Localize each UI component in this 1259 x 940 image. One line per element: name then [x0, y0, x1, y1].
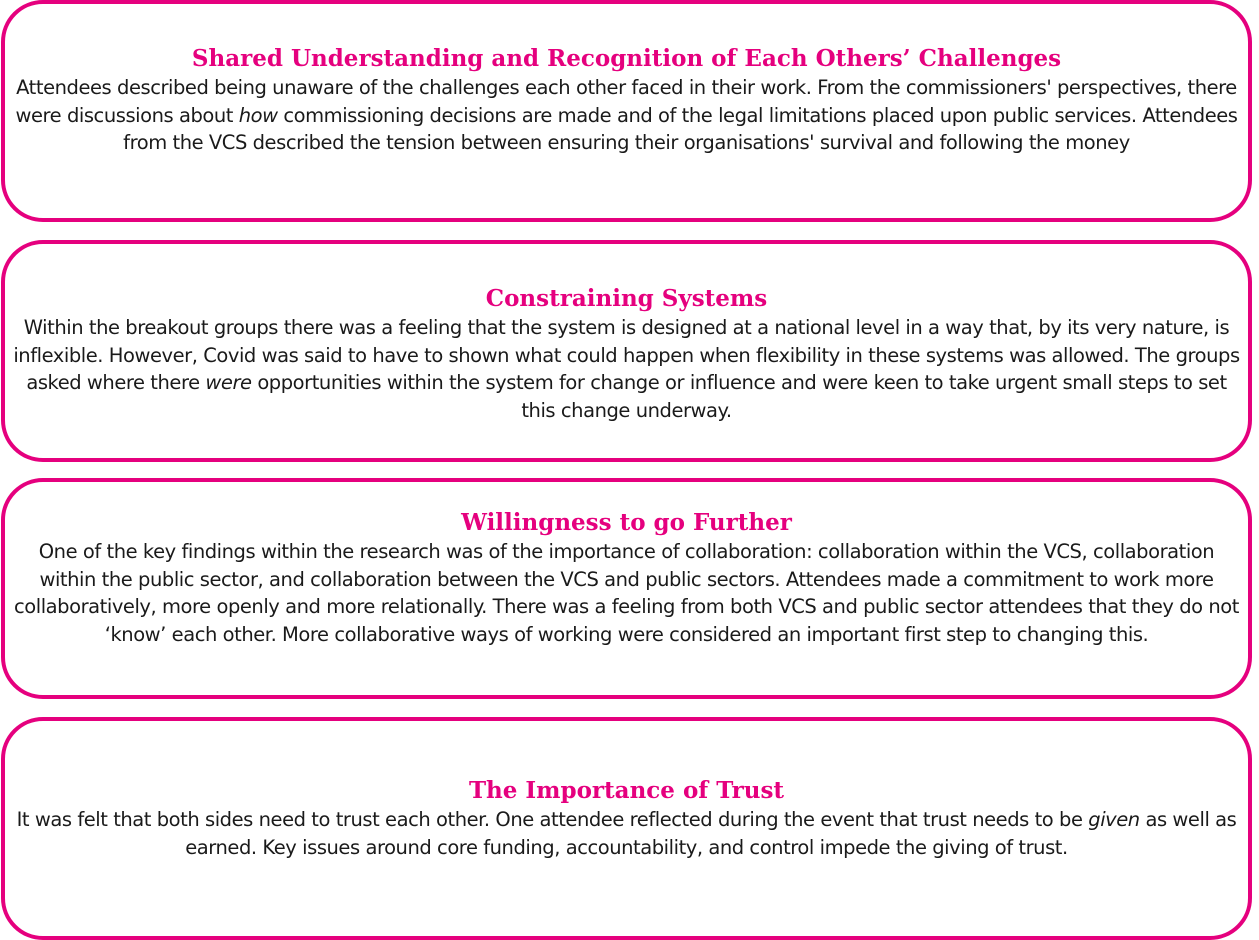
section-body	[13, 538, 1240, 648]
section-card-willingness	[1, 478, 1252, 699]
section-card-shared-understanding	[1, 0, 1252, 222]
section-body	[13, 806, 1240, 861]
section-body-text: Within the breakout groups there was a feeling that the system is designed at a national level in a way that, by its very nature, is inflexible. However, Covid was said to have to shown what could happen when flexibility in these systems was allowed. The groups asked where there	[13, 316, 1240, 394]
section-title: Shared Understanding and Recognition of Each Others’ Challenges	[191, 45, 1062, 72]
section-body-emphasis: how	[238, 103, 278, 127]
section-body-text: Attendees described being unaware of the challenges each other faced in their work. From the commissioners' perspectives, there were discussions about	[15, 76, 1237, 127]
section-body-text: commissioning decisions are made and of the legal limitations placed upon public services. Attendees from the VCS described the tension between ensuring their organisations' survival and following the money	[123, 103, 1238, 154]
section-body-emphasis: given	[1088, 808, 1140, 831]
section-body	[13, 314, 1240, 424]
section-title: Willingness to go Further	[461, 509, 792, 536]
section-body-emphasis: were	[205, 371, 252, 394]
section-body-text: One of the key findings within the research was of the importance of collaboration: collaboration within the VCS, collaboration within the public sector, and collaboration between the VCS and public sectors. Attendees made a commitment to work more collaboratively, more openly and more relationally. There was a feeling from both VCS and public sector attendees that they do not ‘know’ each other. More collaborative ways of working were considered an important first step to changing this.	[14, 540, 1239, 646]
section-title: The Importance of Trust	[468, 777, 785, 804]
section-body-text: as well as earned. Key issues around core funding, accountability, and control impede the giving of trust.	[185, 808, 1237, 859]
section-title: Constraining Systems	[485, 285, 768, 312]
section-card-trust	[1, 717, 1252, 940]
section-body	[13, 74, 1240, 157]
section-card-constraining-systems	[1, 240, 1252, 462]
section-body-text: opportunities within the system for change or influence and were keen to take urgent small steps to set this change underway.	[251, 371, 1227, 422]
section-body-text: It was felt that both sides need to trust each other. One attendee reflected during the event that trust needs to be	[16, 808, 1089, 831]
